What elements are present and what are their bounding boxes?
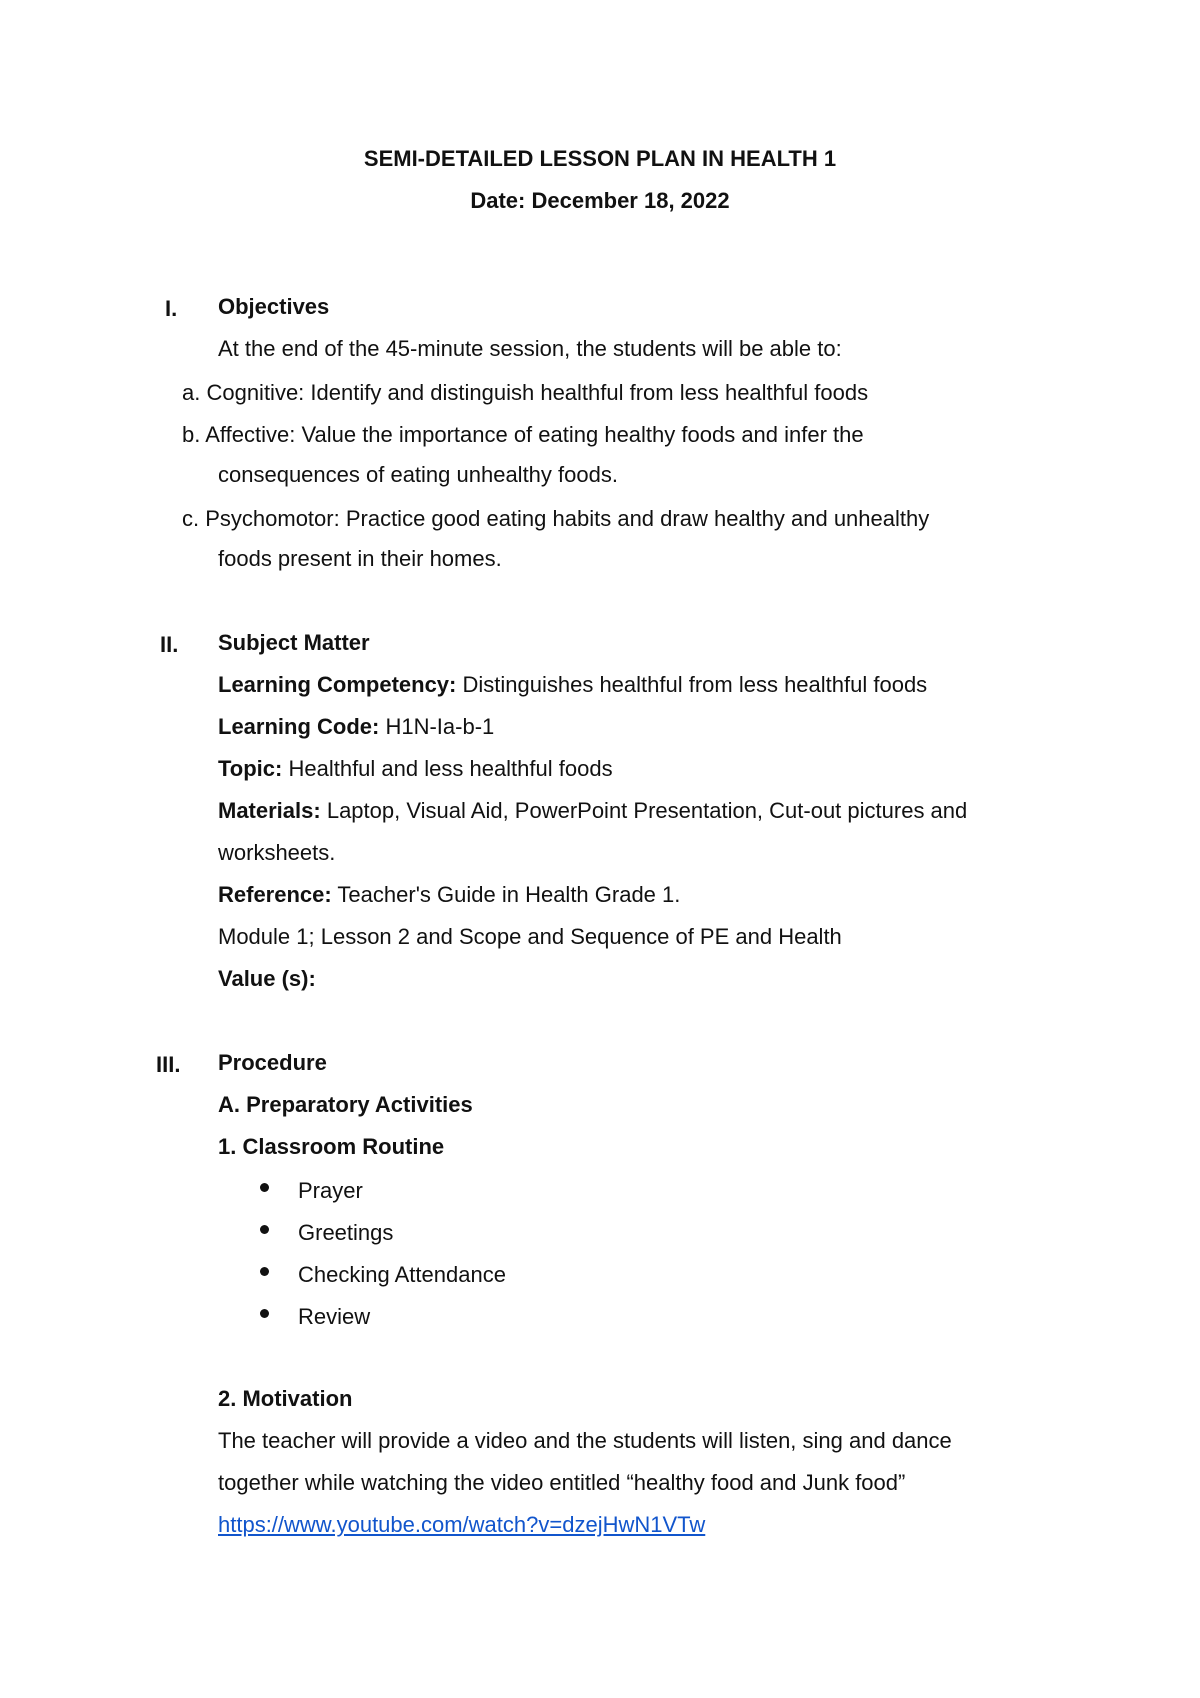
objective-c: c. Psychomotor: Practice good eating habits and draw healthy and unhealthy — [182, 506, 930, 531]
objective-b-cont: consequences of eating unhealthy foods. — [218, 462, 618, 487]
objective-a: a. Cognitive: Identify and distinguish healthful from less healthful foods — [182, 380, 869, 405]
section-3-heading: Procedure — [218, 1050, 327, 1075]
materials-cont: worksheets. — [218, 840, 336, 865]
preparatory-activities-heading: A. Preparatory Activities — [218, 1092, 473, 1117]
objectives-intro: At the end of the 45-minute session, the students will be able to: — [218, 336, 842, 361]
routine-item: Greetings — [298, 1220, 394, 1245]
reference-label: Reference: — [218, 882, 332, 907]
learning-competency-label: Learning Competency: — [218, 672, 457, 697]
bullet-icon — [260, 1225, 269, 1234]
materials-label: Materials: — [218, 798, 321, 823]
learning-competency-value: Distinguishes healthful from less healthful foods — [456, 672, 928, 697]
reference — [218, 884, 680, 906]
reference-cont: Module 1; Lesson 2 and Scope and Sequence of PE and Health — [218, 924, 842, 949]
routine-item: Prayer — [298, 1178, 363, 1203]
routine-item: Review — [298, 1304, 371, 1329]
bullet-icon — [260, 1183, 269, 1192]
section-2-numeral: II. — [160, 632, 179, 657]
topic — [218, 758, 613, 780]
classroom-routine-heading: 1. Classroom Routine — [218, 1134, 445, 1159]
materials — [218, 800, 967, 822]
bullet-icon — [260, 1267, 269, 1276]
motivation-link-line — [218, 1514, 705, 1536]
learning-code — [218, 716, 494, 738]
bullet-icon — [260, 1309, 269, 1318]
objective-b: b. Affective: Value the importance of eating healthy foods and infer the — [182, 422, 864, 447]
document-title: SEMI-DETAILED LESSON PLAN IN HEALTH 1 — [363, 146, 837, 171]
section-3-numeral: III. — [156, 1052, 181, 1077]
section-2-heading: Subject Matter — [218, 630, 370, 655]
topic-value: Healthful and less healthful foods — [282, 756, 613, 781]
section-1-numeral: I. — [165, 296, 178, 321]
motivation-text-2: together while watching the video entitled “healthy food and Junk food” — [218, 1470, 906, 1495]
values-label: Value (s): — [218, 966, 316, 991]
routine-item: Checking Attendance — [298, 1262, 506, 1287]
learning-code-value: H1N-Ia-b-1 — [379, 714, 495, 739]
video-link[interactable]: https://www.youtube.com/watch?v=dzejHwN1VTw — [218, 1512, 706, 1537]
motivation-heading: 2. Motivation — [218, 1386, 353, 1411]
document-date: Date: December 18, 2022 — [470, 188, 730, 213]
objective-c-cont: foods present in their homes. — [218, 546, 502, 571]
reference-value: Teacher's Guide in Health Grade 1. — [331, 882, 681, 907]
topic-label: Topic: — [218, 756, 283, 781]
learning-code-label: Learning Code: — [218, 714, 380, 739]
motivation-text-1: The teacher will provide a video and the students will listen, sing and dance — [218, 1428, 952, 1453]
section-1-heading: Objectives — [218, 294, 330, 319]
learning-competency — [218, 674, 927, 696]
materials-value: Laptop, Visual Aid, PowerPoint Presentation, Cut-out pictures and — [320, 798, 968, 823]
